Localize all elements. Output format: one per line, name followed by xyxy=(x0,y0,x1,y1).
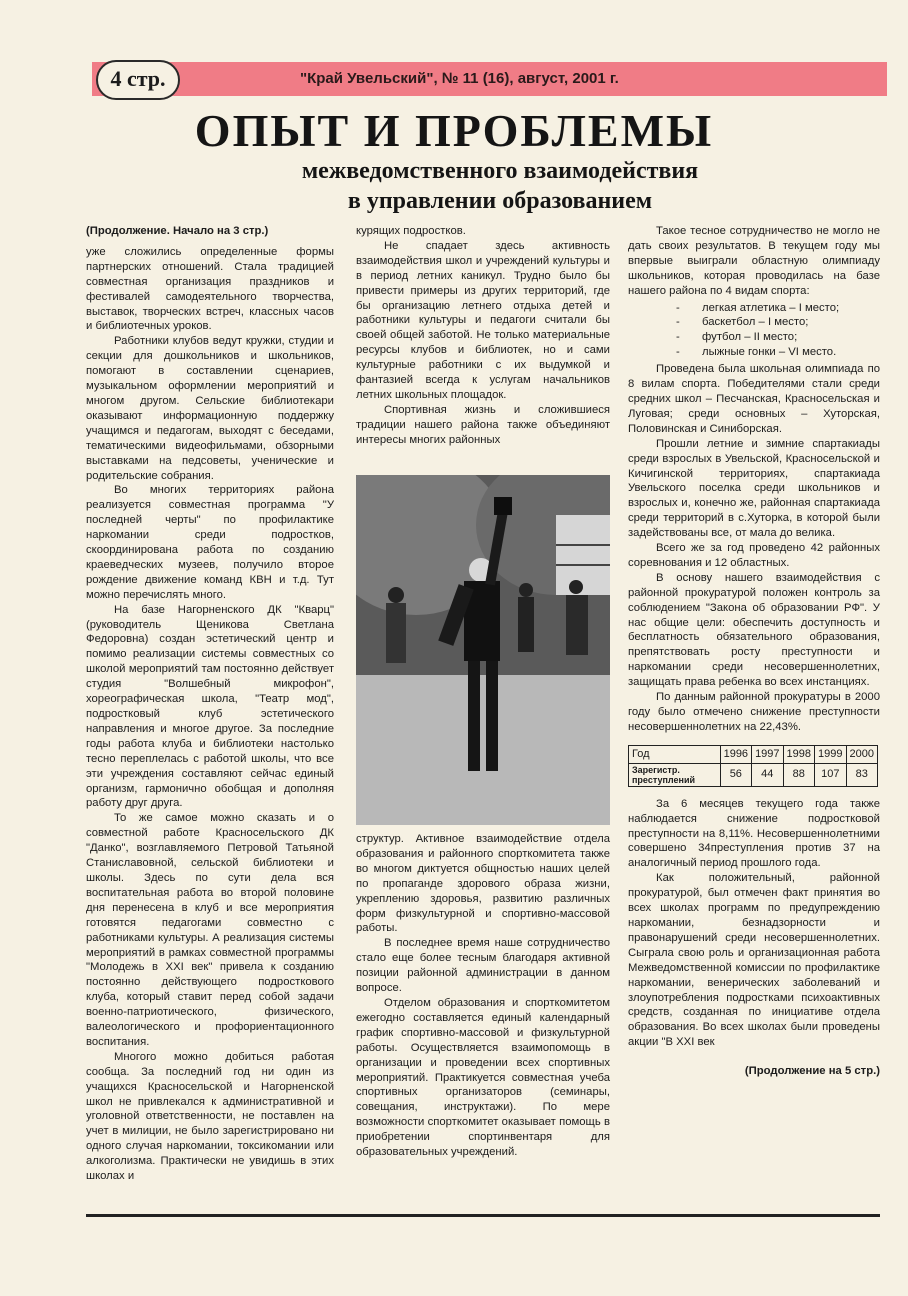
list-item: - футбол – II место; xyxy=(676,330,880,345)
article-title: ОПЫТ И ПРОБЛЕМЫ xyxy=(194,105,714,156)
paragraph: структур. Активное взаимодействие отдела образования и районного спорткомитета также во многом диктуется общностью наших целей по пропаганде здорового образа жизни, укреплению здоровья, развитию различных форм физкультурной и спортивно-массовой работы. xyxy=(356,833,610,935)
paragraph: По данным районной прокуратуры в 2000 году было отмечено снижение преступности несовершеннолетних на 22,43%. xyxy=(628,691,880,733)
photo-image xyxy=(356,475,610,825)
paragraph: Проведена была школьная олимпиада по 8 вилам спорта. Победителями стали среди средних школ – Песчанская, Красносельская и Луговая; среди основных – Хуторская, Половинская и Синиборская. xyxy=(628,363,880,435)
table-year: 1999 xyxy=(815,745,846,763)
paragraph: Не спадает здесь активность взаимодействия школ и учреждений культуры и в период летних каникул. Трудно было бы привести примеры из других территорий, где бы организацию летнего отдыха детей и работники культуры и педагоги считали бы своей общей заботой. Не только материальные ресурсы клубов и библиотек, но и сами культурные работники с их выдумкой и фантазией всегда к услугам начальников летних школьных площадок. xyxy=(356,239,610,401)
crime-stats-table xyxy=(628,745,878,787)
table-year: 1998 xyxy=(783,745,814,763)
table-year: 1997 xyxy=(752,745,783,763)
subtitle-line-2: в управлении образованием xyxy=(347,188,653,214)
paragraph: За 6 месяцев текущего года также наблюдается снижение подростковой преступности на 8,11%. Несовершеннолетними совершено 34преступления против 37 на аналогичный период прошлого года. xyxy=(628,797,880,870)
continued-to: (Продолжение на 5 стр.) xyxy=(744,1065,880,1078)
paragraph: уже сложились определенные формы партнерских отношений. Стала традицией совместная организация праздников и фестивалей самодеятельного творчества, выставок, творческих встреч, классных часов и библиотечных уроков. xyxy=(86,245,334,333)
table-cell: 56 xyxy=(720,763,751,786)
table-cell: 107 xyxy=(815,763,846,786)
paragraph: Во многих территориях района реализуется совместная программа "У последней черты" по профилактике наркомании среди подростков, скоординирована работа по созданию краеведческих музеев, получило второе рождение движение команд КВН и т.д. Тут можно перечислять много. xyxy=(86,484,334,601)
paragraph: Прошли летние и зимние спартакиады среди взрослых в Увельской, Красносельской и Кичигинской территориях, спартакиада Увельского поселка среди школьников и взрослых и, конечно же, районная спартакиада среди территорий в с.Хуторка, в которой были задействованы все, от мала до велика. xyxy=(628,437,880,540)
subtitle-line-1: межведомственного взаимодействия xyxy=(301,158,699,184)
paragraph: Как положительный, районной прокуратурой, был отмечен факт принятия во всех школах программ по предупреждению наркомании, безнадзорности и правонарушений среди несовершеннолетних. Сыграла свою роль и организационная работа Межведомственной комиссии по профилактике наркомании, венерических заболеваний и злоупотребления подростками психоактивных средств, созданная по инициативе отдела образования. Во всех школах были проведены акции "В XXI век xyxy=(628,872,880,1049)
list-item: - легкая атлетика – I место; xyxy=(676,301,880,316)
table-row-label: Зарегистр. преступлений xyxy=(629,763,721,786)
column-3 xyxy=(628,224,880,1079)
paragraph: курящих подростков. xyxy=(356,225,466,237)
sports-photo xyxy=(356,475,610,825)
table-cell: 44 xyxy=(752,763,783,786)
table-year: 2000 xyxy=(846,745,877,763)
table-year: 1996 xyxy=(720,745,751,763)
table-cell: 83 xyxy=(846,763,877,786)
paragraph: Отделом образования и спорткомитетом ежегодно составляется единый календарный график спортивно-массовой и физкультурной работы. Осуществляется взаимопомощь в организации и проведении всех спортивных мероприятий. Практикуется совместная учеба спортивных организаторов (семинары, совещания, инструктажи). По мере возможности спорткомитет оказывает помощь в приобретении спортинвентаря для образовательных учреждений. xyxy=(356,996,610,1159)
article-subtitle xyxy=(200,156,800,216)
table-row xyxy=(629,763,878,786)
table-header-row xyxy=(629,745,878,763)
paragraph: Всего же за год проведено 42 районных соревнования и 12 областных. xyxy=(628,542,880,569)
paragraph: На базе Нагорненского ДК "Кварц" (руководитель Щеникова Светлана Федоровна) создан эстетический центр и помимо реализации системы совместных со школой мероприятий там постоянно действует студия "Волшебный микрофон", хореографическая школа, "Театр мод", подростковый клуб эстетического направления и многое другое. За последние годы работа клуба и библиотеки настолько тесно переплелась с работой школы, что все эти учреждения составляют сейчас единый организм, гармонично обобщая и дополняя работу друг друга. xyxy=(86,603,334,810)
column-2-top xyxy=(356,224,610,448)
list-item: - лыжные гонки – VI место. xyxy=(676,345,880,360)
sports-results-list xyxy=(628,301,880,361)
paragraph: Спортивная жизнь и сложившиеся традиции нашего района также объединяют интересы многих районных xyxy=(356,403,610,446)
table-header-label: Год xyxy=(629,745,721,763)
paragraph: В последнее время наше сотрудничество стало еще более тесным благодаря активной позиции районной администрации в данном вопросе. xyxy=(356,937,610,995)
paragraph: В основу нашего взаимодействия с районной прокуратурой положен контроль за соблюдением "Закона об образовании РФ". У нас общие цели: обеспечить доступность и бесплатность обязательного образования, препятствовать росту преступности и наркомании среди несовершеннолетних, защищать права ребенка во всех инстанциях. xyxy=(628,571,880,689)
column-2-bottom xyxy=(356,832,610,1160)
issue-info: "Край Увельский", № 11 (16), август, 2001 г. xyxy=(300,70,619,87)
page-number: 4 стр. xyxy=(96,60,180,100)
list-item: - баскетбол – I место; xyxy=(676,315,880,330)
continued-from: (Продолжение. Начало на 3 стр.) xyxy=(86,225,269,237)
column-1 xyxy=(86,224,334,1184)
paragraph: Работники клубов ведут кружки, студии и секции для дошкольников и школьников, помогают в составлении сценариев, музыкальном оформлении мероприятий и многом другом. Сельские библиотекари оказывают информационную поддержку учащимся и педагогам, выходят с беседами, тематическими видеофильмами, обзорными выставками на педсоветы, ученические и родительские собрания. xyxy=(86,335,334,482)
table-cell: 88 xyxy=(783,763,814,786)
paragraph: То же самое можно сказать и о совместной работе Красносельского ДК "Данко", возглавляемого Петровой Татьяной Станиславовной, сельской библиотеки и школы. Здесь по сути дела вся воспитательная работа во второй половине дня перенесена в клуб и все мероприятия готовятся педагогами совместно с работниками культуры. А реализация системы мероприятий в рамках совместной программы "Молодежь в XXI век" привела к созданию постоянно действующего подросткового клуба, который ставит перед собой задачи военно-патриотического, физического, валеологического и профориентационного воспитания. xyxy=(86,812,334,1048)
bottom-rule xyxy=(86,1214,880,1217)
paragraph: Такое тесное сотрудничество не могло не дать своих результатов. В текущем году мы впервые выиграли областную олимпиаду школьников, которая проводилась на базе нашего района по 4 видам спорта: xyxy=(628,225,880,297)
paragraph: Многого можно добиться работая сообща. За последний год ни один из учащихся Красносельской и Нагорненской школ не привлекался к административной и уголовной ответственности, не поставлен на учет в милиции, не было зарегистрировано ни одного случая наркомании, токсикомании или алкоголизма. Практически не увидишь в этих школах и xyxy=(86,1050,334,1183)
